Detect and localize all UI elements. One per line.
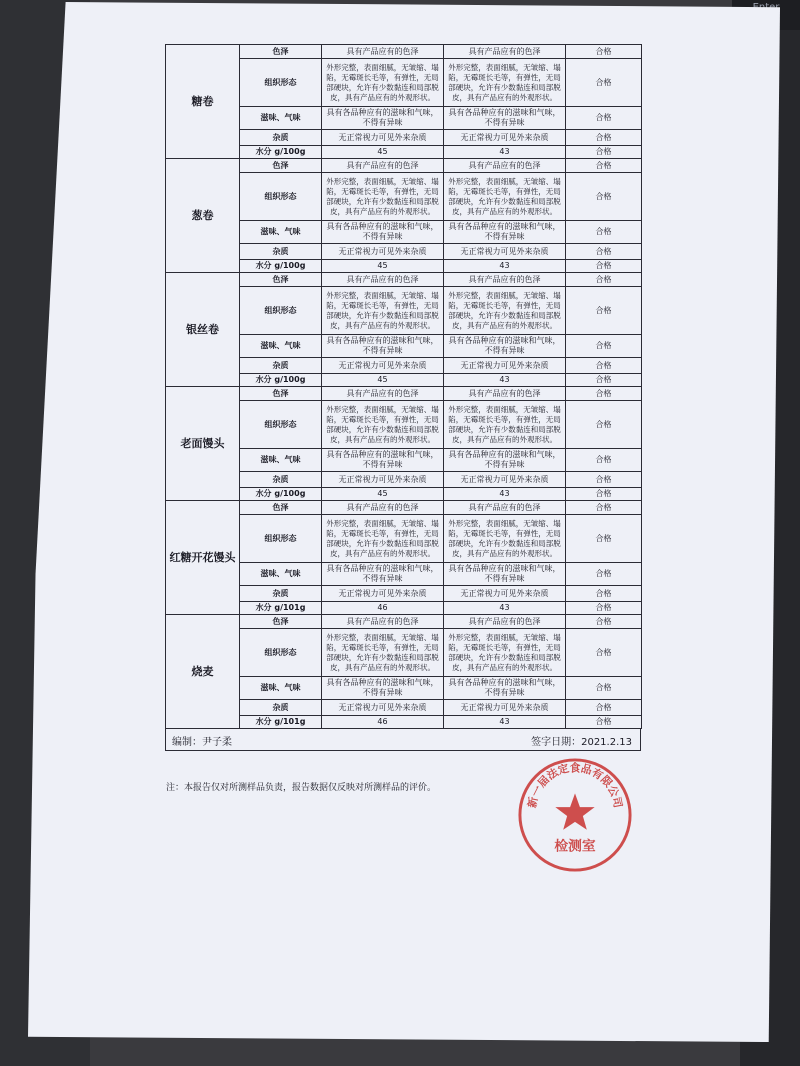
verdict: 合格 [566, 615, 642, 629]
test-result: 具有各品种应有的滋味和气味，不得有异味 [444, 335, 566, 358]
table-row [166, 45, 642, 59]
test-result: 具有产品应有的色泽 [444, 615, 566, 629]
product-name: 葱卷 [166, 159, 240, 273]
inspection-item: 色泽 [240, 387, 322, 401]
test-result: 具有各品种应有的滋味和气味，不得有异味 [444, 677, 566, 700]
verdict: 合格 [566, 244, 642, 260]
inspection-item: 组织形态 [240, 401, 322, 449]
editor-label: 编制：尹子柔 [172, 737, 232, 748]
standard-value: 具有各品种应有的滋味和气味，不得有异味 [322, 221, 444, 244]
inspection-item: 组织形态 [240, 515, 322, 563]
standard-value: 具有产品应有的色泽 [322, 273, 444, 287]
standard-value: 具有产品应有的色泽 [322, 159, 444, 173]
product-name: 糖卷 [166, 45, 240, 159]
product-name: 红糖开花馒头 [166, 501, 240, 615]
product-name: 银丝卷 [166, 273, 240, 387]
inspection-item: 色泽 [240, 159, 322, 173]
verdict: 合格 [566, 260, 642, 273]
standard-value: 具有各品种应有的滋味和气味，不得有异味 [322, 449, 444, 472]
standard-value: 46 [322, 716, 444, 729]
verdict: 合格 [566, 159, 642, 173]
test-result: 无正常视力可见外来杂质 [444, 130, 566, 146]
inspection-item: 水分 g/100g [240, 488, 322, 501]
verdict: 合格 [566, 700, 642, 716]
svg-text:新一届法定食品有限公司: 新一届法定食品有限公司 [525, 761, 625, 809]
test-result: 具有产品应有的色泽 [444, 387, 566, 401]
inspection-item: 水分 g/100g [240, 146, 322, 159]
inspection-item: 水分 g/100g [240, 260, 322, 273]
inspection-item: 水分 g/100g [240, 374, 322, 387]
verdict: 合格 [566, 563, 642, 586]
test-result: 具有产品应有的色泽 [444, 273, 566, 287]
test-result: 外形完整，表面细腻，无皱缩、塌陷，无霉斑长毛等，有弹性，无局部硬块，允许有少数黏连和局部脱皮，具有产品应有的外观形状。 [444, 515, 566, 563]
standard-value: 无正常视力可见外来杂质 [322, 244, 444, 260]
test-result: 具有各品种应有的滋味和气味，不得有异味 [444, 221, 566, 244]
standard-value: 具有产品应有的色泽 [322, 45, 444, 59]
standard-value: 无正常视力可见外来杂质 [322, 472, 444, 488]
test-result: 43 [444, 260, 566, 273]
inspection-item: 色泽 [240, 45, 322, 59]
inspection-item: 组织形态 [240, 59, 322, 107]
verdict: 合格 [566, 358, 642, 374]
verdict: 合格 [566, 401, 642, 449]
test-result: 外形完整，表面细腻，无皱缩、塌陷，无霉斑长毛等，有弹性，无局部硬块，允许有少数黏连和局部脱皮，具有产品应有的外观形状。 [444, 59, 566, 107]
table-row [166, 273, 642, 287]
inspection-item: 滋味、气味 [240, 335, 322, 358]
inspection-item: 色泽 [240, 501, 322, 515]
verdict: 合格 [566, 629, 642, 677]
test-result: 43 [444, 488, 566, 501]
inspection-item: 杂质 [240, 358, 322, 374]
inspection-item: 滋味、气味 [240, 107, 322, 130]
verdict: 合格 [566, 130, 642, 146]
verdict: 合格 [566, 374, 642, 387]
inspection-item: 组织形态 [240, 287, 322, 335]
standard-value: 无正常视力可见外来杂质 [322, 586, 444, 602]
standard-value: 外形完整，表面细腻，无皱缩、塌陷，无霉斑长毛等，有弹性，无局部硬块，允许有少数黏连和局部脱皮，具有产品应有的外观形状。 [322, 515, 444, 563]
standard-value: 具有各品种应有的滋味和气味，不得有异味 [322, 335, 444, 358]
product-name: 烧麦 [166, 615, 240, 729]
standard-value: 外形完整，表面细腻，无皱缩、塌陷，无霉斑长毛等，有弹性，无局部硬块，允许有少数黏连和局部脱皮，具有产品应有的外观形状。 [322, 629, 444, 677]
report-note: 注：本报告仅对所测样品负责，报告数据仅反映对所测样品的评价。 [166, 783, 437, 793]
table-row [166, 159, 642, 173]
test-result: 具有各品种应有的滋味和气味，不得有异味 [444, 107, 566, 130]
test-result: 无正常视力可见外来杂质 [444, 586, 566, 602]
test-result: 43 [444, 374, 566, 387]
inspection-item: 色泽 [240, 615, 322, 629]
test-result: 外形完整，表面细腻，无皱缩、塌陷，无霉斑长毛等，有弹性，无局部硬块，允许有少数黏连和局部脱皮，具有产品应有的外观形状。 [444, 629, 566, 677]
test-result: 外形完整，表面细腻，无皱缩、塌陷，无霉斑长毛等，有弹性，无局部硬块，允许有少数黏连和局部脱皮，具有产品应有的外观形状。 [444, 173, 566, 221]
inspection-report [165, 44, 641, 751]
standard-value: 外形完整，表面细腻，无皱缩、塌陷，无霉斑长毛等，有弹性，无局部硬块，允许有少数黏连和局部脱皮，具有产品应有的外观形状。 [322, 173, 444, 221]
test-result: 具有产品应有的色泽 [444, 45, 566, 59]
verdict: 合格 [566, 173, 642, 221]
verdict: 合格 [566, 515, 642, 563]
verdict: 合格 [566, 602, 642, 615]
inspection-item: 组织形态 [240, 173, 322, 221]
standard-value: 45 [322, 260, 444, 273]
standard-value: 45 [322, 374, 444, 387]
verdict: 合格 [566, 45, 642, 59]
inspection-item: 滋味、气味 [240, 677, 322, 700]
standard-value: 外形完整，表面细腻，无皱缩、塌陷，无霉斑长毛等，有弹性，无局部硬块，允许有少数黏连和局部脱皮，具有产品应有的外观形状。 [322, 287, 444, 335]
table-row [166, 615, 642, 629]
standard-value: 无正常视力可见外来杂质 [322, 700, 444, 716]
svg-text:检测室: 检测室 [554, 838, 596, 855]
inspection-item: 滋味、气味 [240, 449, 322, 472]
test-result: 43 [444, 716, 566, 729]
test-result: 具有产品应有的色泽 [444, 159, 566, 173]
test-result: 具有各品种应有的滋味和气味，不得有异味 [444, 449, 566, 472]
standard-value: 具有各品种应有的滋味和气味，不得有异味 [322, 563, 444, 586]
table-row [166, 387, 642, 401]
verdict: 合格 [566, 387, 642, 401]
verdict: 合格 [566, 107, 642, 130]
standard-value: 46 [322, 602, 444, 615]
inspection-item: 杂质 [240, 244, 322, 260]
inspection-item: 滋味、气味 [240, 221, 322, 244]
signature-row [165, 729, 641, 751]
inspection-item: 杂质 [240, 586, 322, 602]
test-result: 无正常视力可见外来杂质 [444, 358, 566, 374]
test-result: 43 [444, 146, 566, 159]
table-row [166, 501, 642, 515]
verdict: 合格 [566, 472, 642, 488]
inspection-table [165, 44, 642, 729]
standard-value: 具有各品种应有的滋味和气味，不得有异味 [322, 107, 444, 130]
verdict: 合格 [566, 449, 642, 472]
verdict: 合格 [566, 273, 642, 287]
verdict: 合格 [566, 716, 642, 729]
verdict: 合格 [566, 677, 642, 700]
verdict: 合格 [566, 586, 642, 602]
standard-value: 外形完整，表面细腻，无皱缩、塌陷，无霉斑长毛等，有弹性，无局部硬块，允许有少数黏连和局部脱皮，具有产品应有的外观形状。 [322, 401, 444, 449]
test-result: 无正常视力可见外来杂质 [444, 472, 566, 488]
standard-value: 外形完整，表面细腻，无皱缩、塌陷，无霉斑长毛等，有弹性，无局部硬块，允许有少数黏连和局部脱皮，具有产品应有的外观形状。 [322, 59, 444, 107]
sign-date: 签字日期：2021.2.13 [531, 737, 632, 748]
test-result: 无正常视力可见外来杂质 [444, 244, 566, 260]
test-result: 具有各品种应有的滋味和气味，不得有异味 [444, 563, 566, 586]
inspection-item: 滋味、气味 [240, 563, 322, 586]
inspection-item: 水分 g/101g [240, 602, 322, 615]
verdict: 合格 [566, 287, 642, 335]
verdict: 合格 [566, 59, 642, 107]
standard-value: 无正常视力可见外来杂质 [322, 130, 444, 146]
product-name: 老面馒头 [166, 387, 240, 501]
standard-value: 无正常视力可见外来杂质 [322, 358, 444, 374]
standard-value: 具有各品种应有的滋味和气味，不得有异味 [322, 677, 444, 700]
inspection-item: 组织形态 [240, 629, 322, 677]
test-result: 外形完整，表面细腻，无皱缩、塌陷，无霉斑长毛等，有弹性，无局部硬块，允许有少数黏连和局部脱皮，具有产品应有的外观形状。 [444, 401, 566, 449]
inspection-item: 杂质 [240, 472, 322, 488]
test-result: 外形完整，表面细腻，无皱缩、塌陷，无霉斑长毛等，有弹性，无局部硬块，允许有少数黏连和局部脱皮，具有产品应有的外观形状。 [444, 287, 566, 335]
verdict: 合格 [566, 501, 642, 515]
test-result: 具有产品应有的色泽 [444, 501, 566, 515]
inspection-item: 杂质 [240, 130, 322, 146]
verdict: 合格 [566, 335, 642, 358]
verdict: 合格 [566, 488, 642, 501]
standard-value: 45 [322, 146, 444, 159]
verdict: 合格 [566, 146, 642, 159]
company-seal-stamp [516, 756, 634, 874]
test-result: 43 [444, 602, 566, 615]
test-result: 无正常视力可见外来杂质 [444, 700, 566, 716]
inspection-item: 色泽 [240, 273, 322, 287]
inspection-item: 杂质 [240, 700, 322, 716]
standard-value: 具有产品应有的色泽 [322, 615, 444, 629]
verdict: 合格 [566, 221, 642, 244]
inspection-item: 水分 g/101g [240, 716, 322, 729]
standard-value: 具有产品应有的色泽 [322, 501, 444, 515]
standard-value: 具有产品应有的色泽 [322, 387, 444, 401]
seal-star-icon [555, 793, 594, 829]
standard-value: 45 [322, 488, 444, 501]
